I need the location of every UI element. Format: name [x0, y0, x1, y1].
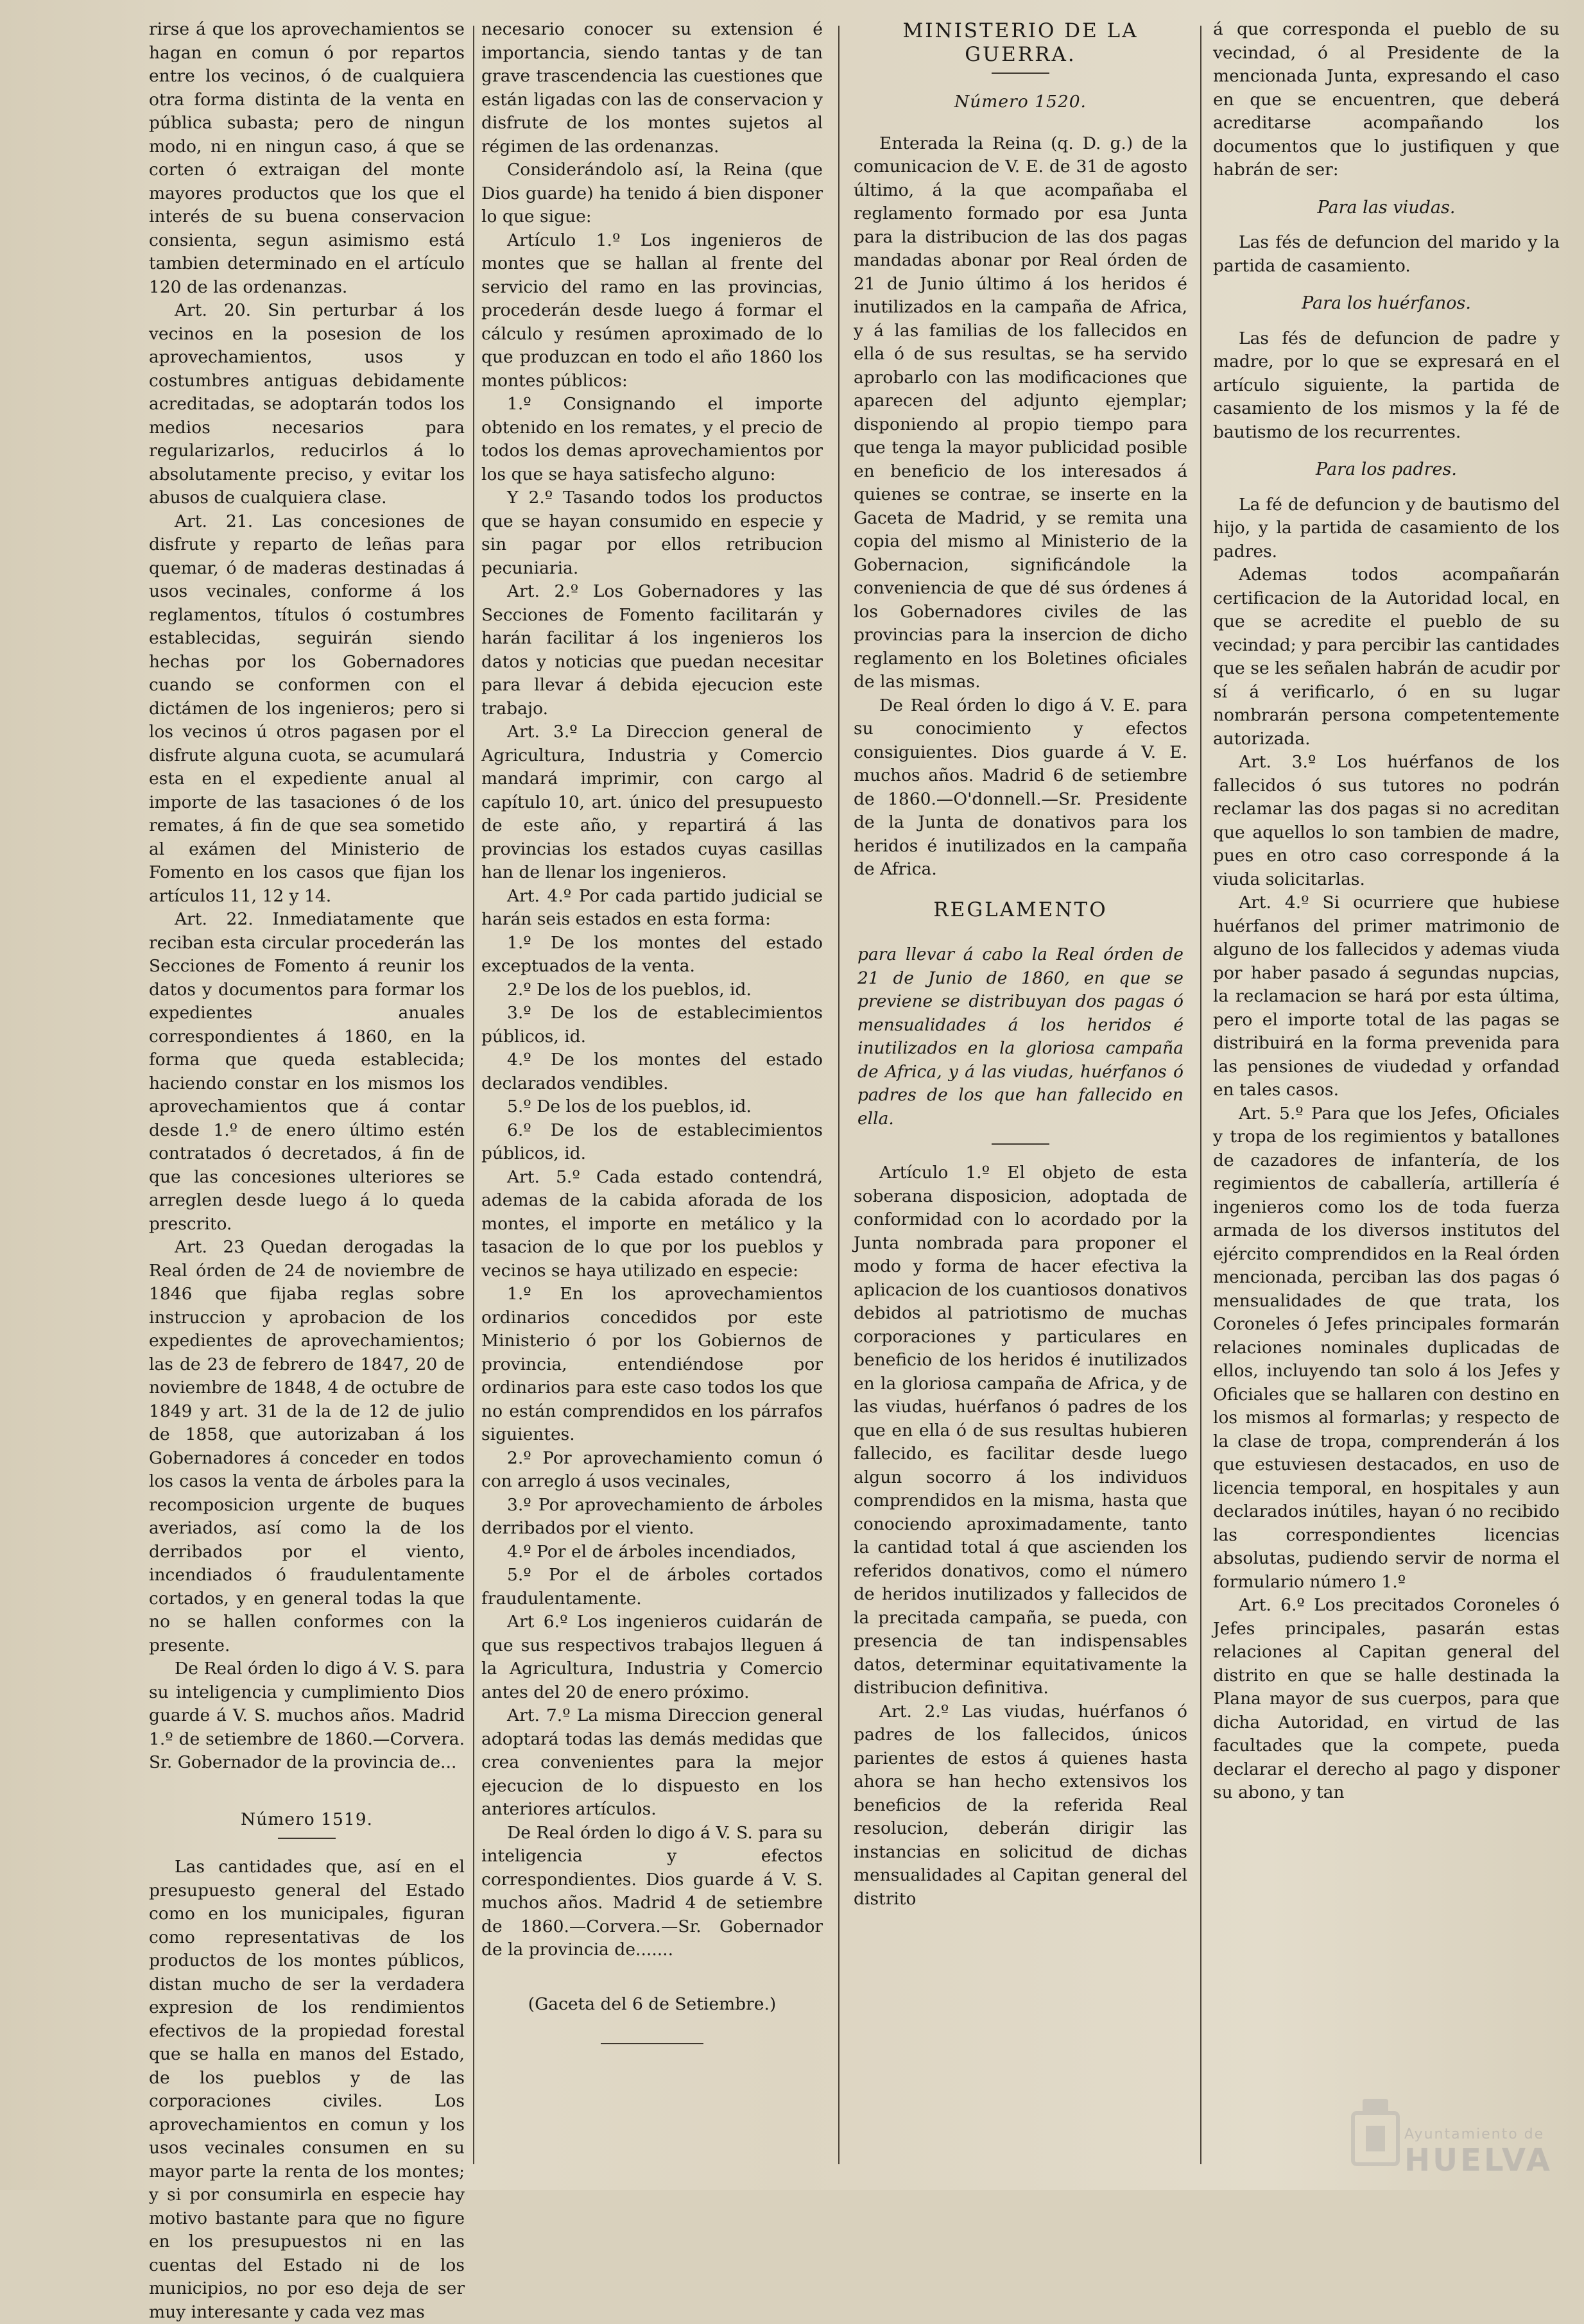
paragraph: De Real órden lo digo á V. S. para su inteligencia y cumplimiento Dios guarde á V. S. muchos años. Madrid 1.º de setiembre de 1860.—Corvera. Sr. Gobernador de la provincia de...: [149, 1659, 465, 1772]
paragraph: Art. 5.º Para que los Jefes, Oficiales y tropa de los regimientos y batallones de cazadores de infantería, de los regimientos de caballería, artillería é ingenieros como los de toda fuerza armada de los diversos institutos del ejército comprendidos en la Real órden mencionada, perciban las dos pagas ó mensualidades de que trata, los Coroneles ó Jefes principales formarán relaciones nominales duplicadas de ellos, incluyendo tan solo á los Jefes y Oficiales que se hallaren con destino en los mismos al formarlas; y respecto de la clase de tropa, comprenderán á los que estuviesen destacados, en uso de licencia temporal, en hospitales y aun declarados inútiles, hayan ó no recibido las correspondientes licencias absolutas, pudiendo servir de norma el formulario número 1.º: [1213, 1103, 1560, 1592]
paragraph: Enterada la Reina (q. D. g.) de la comunicacion de V. E. de 31 de agosto último, á la que acompañaba el reglamento formado por esa Junta para la distribucion de las dos pagas mandadas abonar por Real órden de 21 de Junio último á los heridos é inutilizados en la campaña de Africa, y á las familias de los fallecidos en ella ó de sus resultas, se ha servido aprobarlo con las modificaciones que aparecen del adjunto ejemplar; disponiendo al propio tiempo para que tenga la mayor publicidad posible en beneficio de los interesados á quienes se contrae, se inserte en la Gaceta de Madrid, y se remita una copia del mismo al Ministerio de la Gobernacion, significándole la conveniencia de que dé sus órdenes á los Gobernadores civiles de las provincias para la insercion de dicho reglamento en los Boletines oficiales de las mismas.: [854, 133, 1187, 692]
paragraph: Y 2.º Tasando todos los productos que se hayan consumido en especie y sin pagar por ellos retribucion pecuniaria.: [481, 488, 823, 578]
subheading-padres: Para los padres.: [1316, 459, 1457, 479]
column-4: [1213, 18, 1560, 2177]
paragraph: Las fés de defuncion del marido y la partida de casamiento.: [1213, 232, 1560, 276]
reglamento-subtitle: para llevar á cabo la Real órden de 21 de Junio de 1860, en que se previene se distribuyan dos pagas ó mensualidades á los heridos é inutilizados en la gloriosa campaña de Africa, y á las viudas, huérfanos ó padres de los que han fallecido en ella.: [857, 944, 1184, 1129]
column-3: [854, 18, 1187, 2177]
column-rule: [1200, 26, 1201, 2164]
paragraph: Art. 3.º La Direccion general de Agricultura, Industria y Comercio mandará imprimir, con cargo al capítulo 10, art. único del presupuesto de este año, y repartirá á las provincias los estados cuyas casillas han de llenar los ingenieros.: [481, 722, 823, 882]
paragraph: Art. 22. Inmediatamente que reciban esta circular procederán las Secciones de Fomento á reunir los datos y documentos para formar los expedientes anuales correspondientes á 1860, en la forma que queda establecida; haciendo constar en los mismos los aprovechamientos que á contar desde 1.º de enero último estén contratados ó decretados, á fin de que las concesiones ulteriores se arreglen desde luego á lo queda prescrito.: [149, 909, 465, 1234]
divider: [601, 2043, 703, 2044]
city-seal-icon: [1340, 2094, 1411, 2171]
paragraph: 1.º De los montes del estado exceptuados de la venta.: [481, 932, 823, 976]
paragraph: Art. 21. Las concesiones de disfrute y reparto de leñas para quemar, ó de maderas destinadas á usos vecinales, conforme á los reglamentos, títulos ó costumbres establecidas, seguirán siendo hechas por los Gobernadores cuando se conformen con el dictámen de los ingenieros; pero si los vecinos ú otros pagasen por el disfrute alguna cuota, se acumulará esta en el expediente anual al importe de las tasaciones ó de los remates, á fin de que sea sometido al exámen del Ministerio de Fomento en los casos que fijan los artículos 11, 12 y 14.: [149, 511, 465, 906]
watermark-small-text: Ayuntamiento de: [1404, 2126, 1545, 2142]
reglamento-heading: REGLAMENTO: [933, 898, 1108, 921]
paragraph: Art. 7.º La misma Direccion general adoptará todas las demás medidas que crea convenientes para la mejor ejecucion de lo dispuesto en los anteriores artículos.: [481, 1705, 823, 1819]
column-rule: [838, 26, 839, 2164]
paragraph: La fé de defuncion y de bautismo del hijo, y la partida de casamiento de los padres.: [1213, 494, 1560, 561]
paragraph: Considerándolo así, la Reina (que Dios guarde) ha tenido á bien disponer lo que sigue:: [481, 160, 823, 226]
divider: [992, 73, 1049, 74]
paragraph: Art. 20. Sin perturbar á los vecinos en la posesion de los aprovechamientos, usos y costumbres antiguas debidamente acreditadas, se adoptarán todos los medios necesarios para regularizarlos, reducirlos á lo absolutamente preciso, y evitar los abusos de cualquiera clase.: [149, 300, 465, 508]
ministry-heading: MINISTERIO DE LA GUERRA.: [902, 19, 1139, 66]
paragraph: Art. 5.º Cada estado contendrá, ademas de la cabida aforada de los montes, el importe en metálico y la tasacion de lo que por los pueblos y vecinos se haya utilizado en especie:: [481, 1166, 823, 1281]
paragraph: 6.º De los de establecimientos públicos, id.: [481, 1120, 823, 1163]
paragraph: Art. 23 Quedan derogadas la Real órden de 24 de noviembre de 1846 que fijaba reglas sobre instruccion y aprobacion de los expedientes de aprovechamientos; las de 23 de febrero de 1847, 20 de noviembre de 1848, 4 de octubre de 1849 y art. 31 de la de 12 de julio de 1858, que autorizaban á los Gobernadores á conceder en todos los casos la venta de árboles para la recomposicion urgente de buques averiados, así como la de los derribados por el viento, incendiados ó fraudulentamente cortados, y en general todas la que no se hallen conformes con la presente.: [149, 1237, 465, 1655]
subheading-viudas: Para las viudas.: [1317, 197, 1456, 218]
source-note: (Gaceta del 6 de Setiembre.): [528, 1994, 777, 2014]
divider: [992, 1143, 1049, 1145]
paragraph: Art. 4.º Por cada partido judicial se harán seis estados en esta forma:: [481, 885, 823, 929]
paragraph: necesario conocer su extension é importancia, siendo tantas y de tan grave trascendencia las cuestiones que están ligadas con las de conservacion y disfrute de los montes sujetos al régimen de las ordenanzas.: [481, 19, 823, 157]
paragraph: Artículo 1.º Los ingenieros de montes que se hallan al frente del servicio del ramo en las provincias, procederán desde luego á formar el cálculo y resúmen aproximado de lo que produzcan en todo el año 1860 los montes públicos:: [481, 230, 823, 391]
section-heading: Número 1520.: [954, 92, 1087, 112]
column-1: [149, 18, 465, 2322]
paragraph: 2.º Por aprovechamiento comun ó con arreglo á usos vecinales,: [481, 1448, 823, 1491]
paragraph: Art. 2.º Los Gobernadores y las Secciones de Fomento facilitarán y harán facilitar á los ingenieros los datos y noticias que puedan necesitar para llevar á debida ejecucion este trabajo.: [481, 581, 823, 719]
paragraph: á que corresponda el pueblo de su vecindad, ó al Presidente de la mencionada Junta, expresando el caso en que se encuentren, que deberá acreditarse acompañando los documentos que lo justifiquen y que habrán de ser:: [1213, 19, 1560, 180]
paragraph: Artículo 1.º El objeto de esta soberana disposicion, adoptada de conformidad con lo acordado por la Junta nombrada para proponer el modo y forma de hacer efectiva la aplicacion de los cuantiosos donativos debidos al patriotismo de muchas corporaciones y particulares en beneficio de los heridos é inutilizados en la gloriosa campaña de Africa, y de las viudas, huérfanos ó padres de los que en ella ó de sus resultas hubieren fallecido, es facilitar desde luego algun socorro á los individuos comprendidos en la misma, hasta que conociendo aproximadamente, tanto la cantidad total á que ascienden los referidos donativos, como el número de heridos inutilizados y fallecidos de la precitada campaña, se pueda, con presencia de tan indispensables datos, determinar equitativamente la distribucion definitiva.: [854, 1163, 1187, 1698]
paragraph: rirse á que los aprovechamientos se hagan en comun ó por repartos entre los vecinos, ó de cualquiera otra forma distinta de la venta en pública subasta; pero de ningun modo, ni en ningun caso, á que se corten ó extraigan del monte mayores productos que los que el interés de su buena conservacion consienta, segun asimismo está tambien determinado en el artículo 120 de las ordenanzas.: [149, 19, 465, 297]
column-2: [481, 18, 823, 2177]
paragraph: Ademas todos acompañarán certificacion de la Autoridad local, en que se acredite el pueblo de su vecindad; y para percibir las cantidades que se les señalen habrán de acudir por sí á verificarlo, ó en su lugar nombrarán persona competentemente autorizada.: [1213, 565, 1560, 749]
column-rule: [473, 26, 474, 2164]
paragraph: 3.º Por aprovechamiento de árboles derribados por el viento.: [481, 1494, 823, 1538]
paragraph: 3.º De los de establecimientos públicos, id.: [481, 1003, 823, 1047]
paragraph: Art. 6.º Los precitados Coroneles ó Jefes principales, pasarán estas relaciones al Capitan general del distrito en que se halle destinada la Plana mayor de sus cuerpos, para que dicha Autoridad, en virtud de las facultades que la compete, pueda declarar el derecho al pago y disponer su abono, y tan: [1213, 1595, 1560, 1802]
subheading-huerfanos: Para los huérfanos.: [1302, 293, 1471, 313]
paragraph: Art. 4.º Si ocurriere que hubiese huérfanos del primer matrimonio de alguno de los fallecidos y ademas viuda por haber pasado á segundas nupcias, la reclamacion se hará por esta última, pero el importe total de las pagas se distribuirá en la forma prevenida para las pensiones de viudedad y orfandad en tales casos.: [1213, 893, 1560, 1100]
paragraph: Las cantidades que, así en el presupuesto general del Estado como en los municipales, figuran como representativas de los productos de los montes públicos, distan mucho de ser la verdadera expresion de los rendimientos efectivos de la propiedad forestal que se halla en manos del Estado, de los pueblos y de las corporaciones civiles. Los aprovechamientos en comun y los usos vecinales consumen en su mayor parte la renta de los montes; y si por consumirla en especie hay motivo bastante para que no figure en los presupuestos ni en las cuentas del Estado ni de los municipios, no por eso deja de ser muy interesante y cada vez mas: [149, 1857, 465, 2322]
section-heading: Número 1519.: [241, 1809, 373, 1829]
paragraph: Art. 2.º Las viudas, huérfanos ó padres de los fallecidos, únicos parientes de estos á quienes hasta ahora se han hecho extensivos los beneficios de la referida Real resolucion, deberán dirigir las instancias en solicitud de dichas mensualidades al Capitan general del distrito: [854, 1701, 1187, 1909]
paragraph: Las fés de defuncion de padre y madre, por lo que se expresará en el artículo siguiente, la partida de casamiento de los mismos y la fé de bautismo de los recurrentes.: [1213, 328, 1560, 442]
paragraph: 5.º Por el de árboles cortados fraudulentamente.: [481, 1565, 823, 1609]
paragraph: 5.º De los de los pueblos, id.: [507, 1097, 752, 1116]
paragraph: 4.º De los montes del estado declarados vendibles.: [481, 1050, 823, 1093]
divider: [278, 1838, 336, 1839]
watermark-big-text: HUELVA: [1404, 2142, 1553, 2178]
paragraph: Art. 3.º Los huérfanos de los fallecidos ó sus tutores no podrán reclamar las dos pagas si no acreditan que aquellos lo son tambien de madre, pues en otro caso corresponde á la viuda solicitarlas.: [1213, 752, 1560, 889]
paragraph: De Real órden lo digo á V. S. para su inteligencia y efectos correspondientes. Dios guarde á V. S. muchos años. Madrid 4 de setiembre de 1860.—Corvera.—Sr. Gobernador de la provincia de.......: [481, 1822, 823, 1960]
paragraph: 1.º Consignando el importe obtenido en los remates, y el precio de todos los demas aprovechamientos por los que se haya satisfecho alguno:: [481, 394, 823, 484]
paragraph: De Real órden lo digo á V. E. para su conocimiento y efectos consiguientes. Dios guarde á V. E. muchos años. Madrid 6 de setiembre de 1860.—O'donnell.—Sr. Presidente de la Junta de donativos para los heridos é inutilizados en la campaña de Africa.: [854, 695, 1187, 879]
paragraph: 2.º De los de los pueblos, id.: [507, 979, 752, 1000]
paragraph: Art 6.º Los ingenieros cuidarán de que sus respectivos trabajos lleguen á la Agricultura, Industria y Comercio antes del 20 de enero próximo.: [481, 1612, 823, 1702]
archive-watermark: [1404, 2122, 1565, 2178]
paragraph: 1.º En los aprovechamientos ordinarios concedidos por este Ministerio ó por los Gobiernos de provincia, entendiéndose por ordinarios para este caso todos los que no están comprendidos en los párrafos siguientes.: [481, 1284, 823, 1444]
paragraph: 4.º Por el de árboles incendiados,: [507, 1541, 796, 1562]
